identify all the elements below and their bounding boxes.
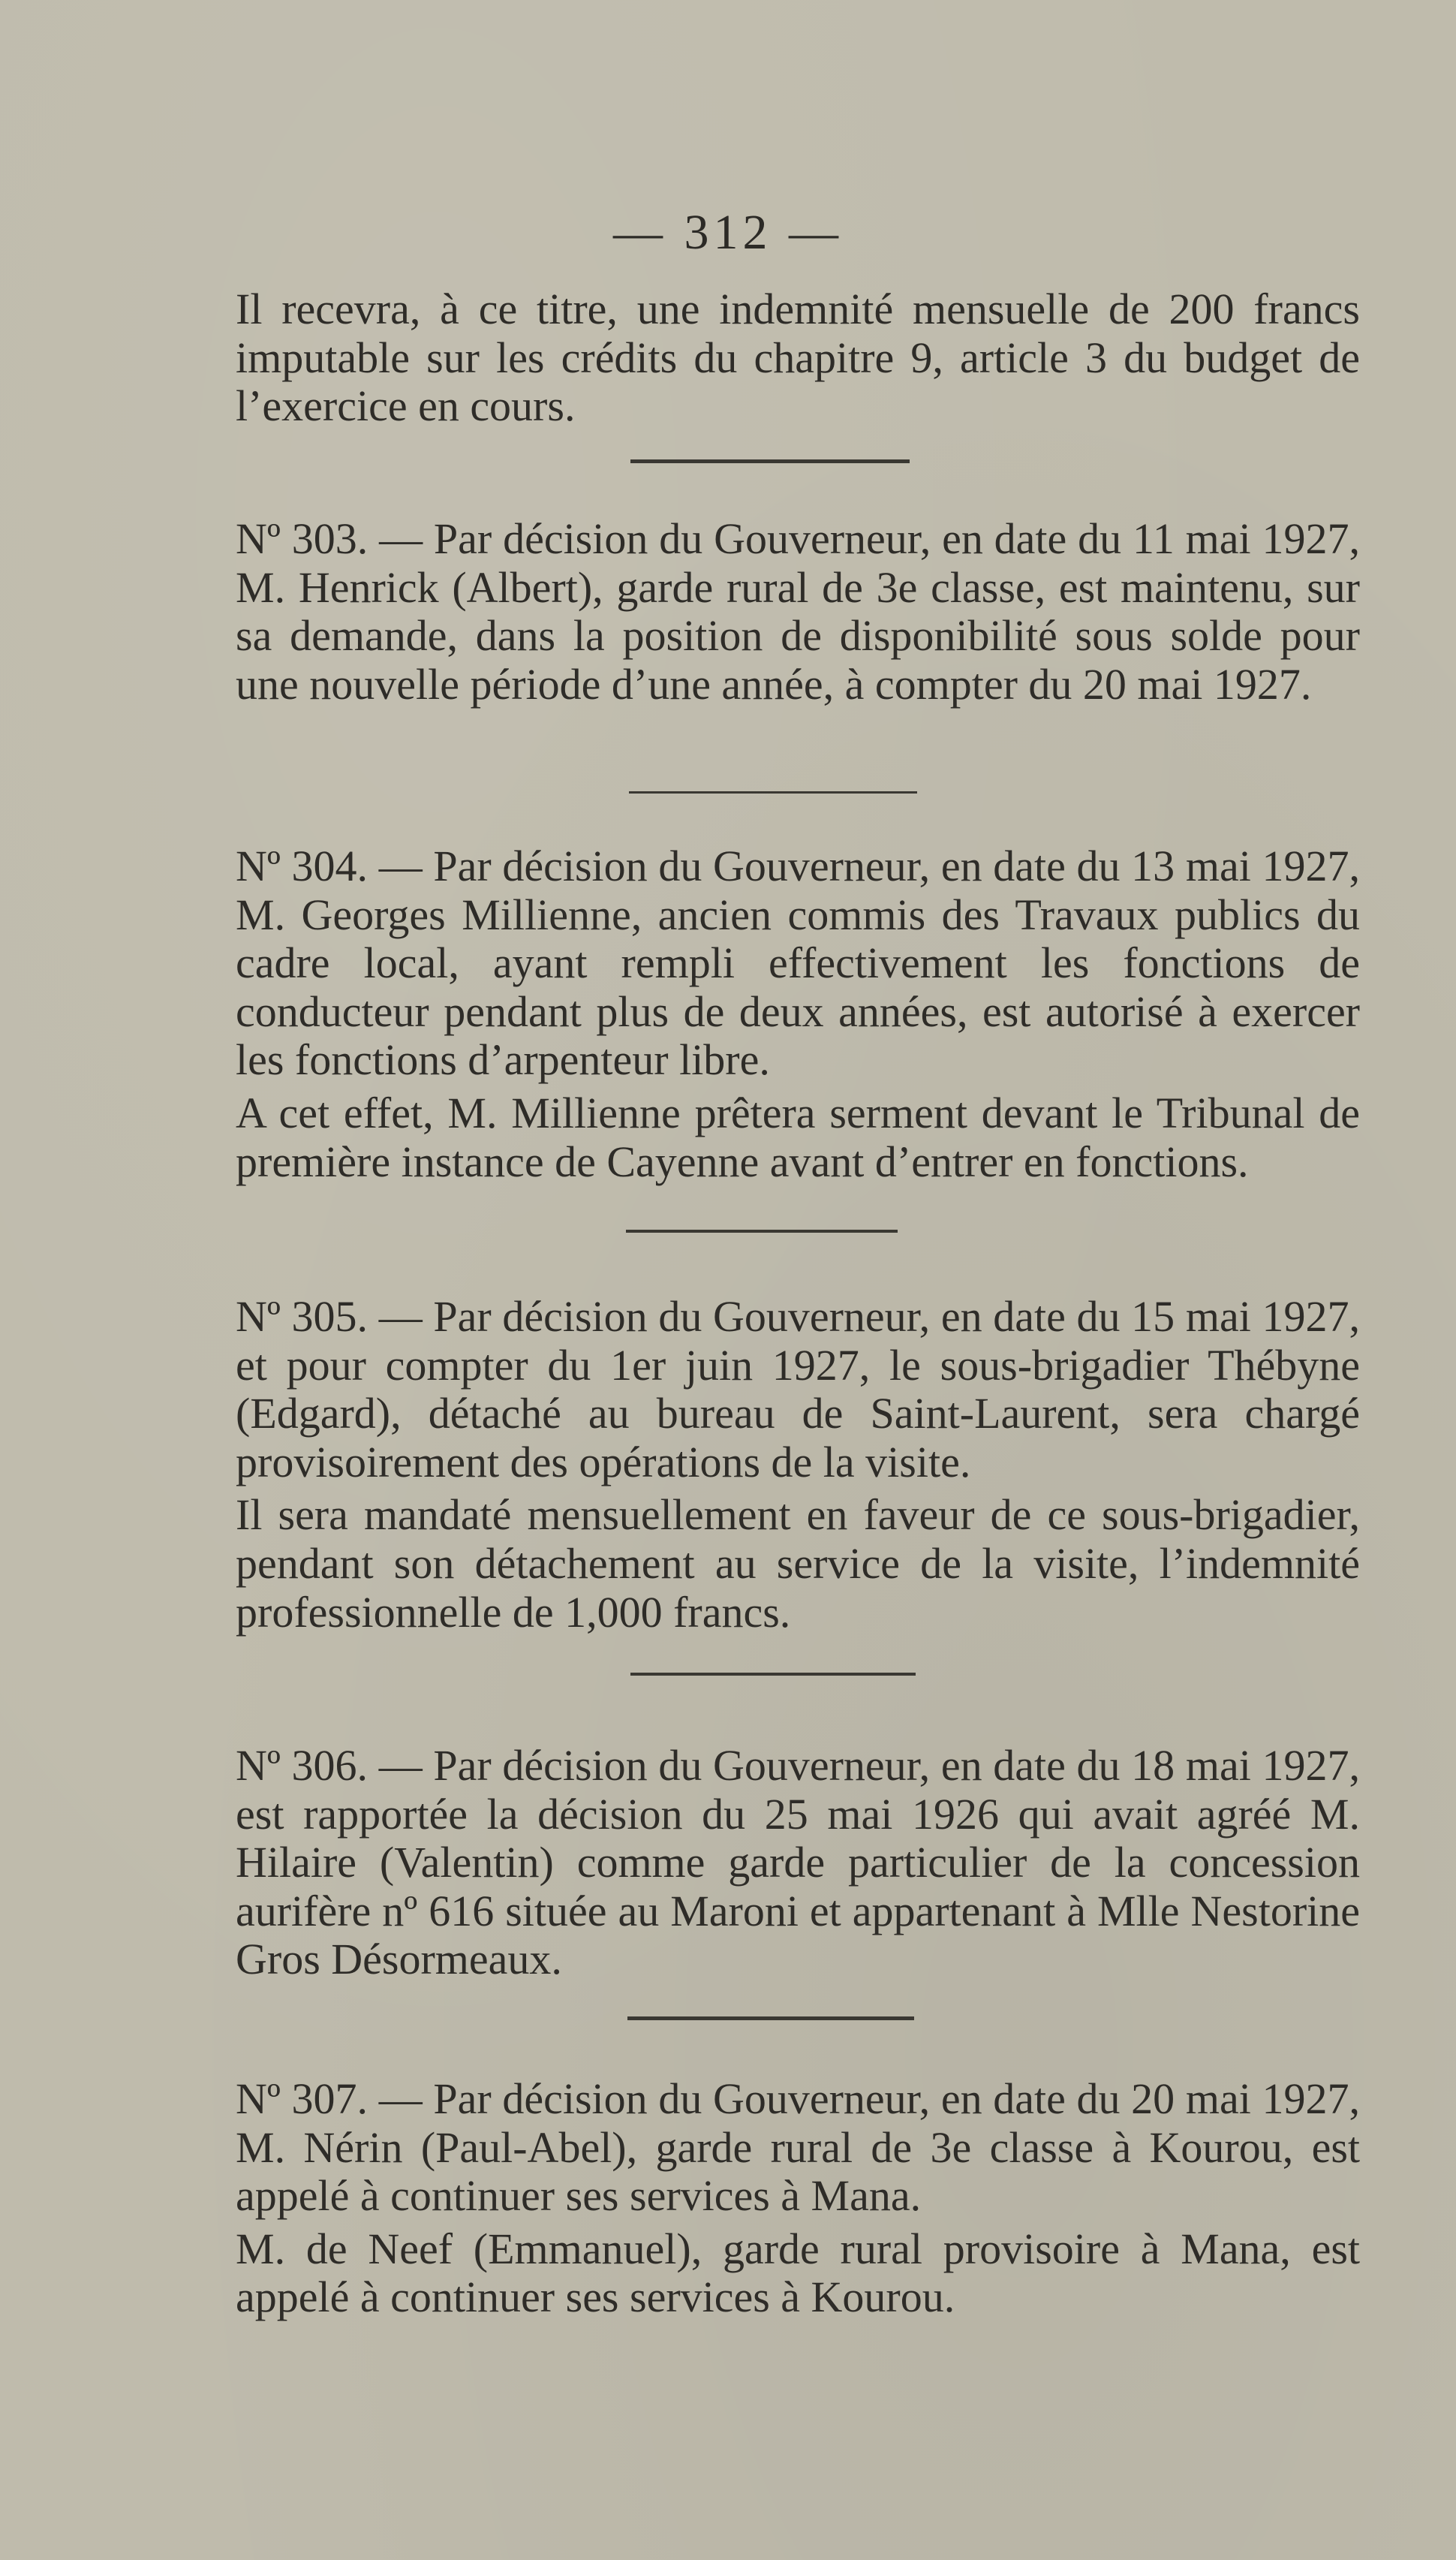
paragraph-text: Nº 305. — Par décision du Gouverneur, en date du 15 mai 1927, et pour compter du 1er juin 1927, le sous-brigadier Thébyne (Edgard), détaché au bureau de Saint-Laurent, sera chargé provisoirement des opérations de la visite.	[236, 1292, 1360, 1486]
decision-303	[236, 515, 1360, 709]
page-number: — 312 —	[613, 205, 843, 260]
decision-307	[236, 2075, 1360, 2322]
section-divider	[626, 1230, 898, 1233]
decision-305	[236, 1293, 1360, 1637]
section-divider	[629, 791, 917, 794]
paragraph-text: Nº 307. — Par décision du Gouverneur, en date du 20 mai 1927, M. Nérin (Paul-Abel), garde rural de 3e classe à Kourou, est appelé à continuer ses services à Mana.	[236, 2074, 1360, 2221]
ornamental-divider	[627, 2016, 914, 2020]
decision-304	[236, 842, 1360, 1186]
section-divider	[630, 1673, 916, 1676]
paragraph-text: M. de Neef (Emmanuel), garde rural provisoire à Mana, est appelé à continuer ses services à Kourou.	[236, 2224, 1360, 2322]
paragraph-text: A cet effet, M. Millienne prêtera serment devant le Tribunal de première instance de Cayenne avant d’entrer en fonctions.	[236, 1088, 1360, 1186]
paragraph-text: Il recevra, à ce titre, une indemnité mensuelle de 200 francs imputable sur les crédits du chapitre 9, article 3 du budget de l’exercice en cours.	[236, 285, 1360, 431]
ornamental-divider	[630, 459, 910, 463]
paragraph-text: Nº 304. — Par décision du Gouverneur, en date du 13 mai 1927, M. Georges Millienne, ancien commis des Travaux publics du cadre local, ayant rempli effectivement les fonctions de conducteur pendant plus de deux années, est autorisé à exercer les fonctions d’arpenteur libre.	[236, 842, 1360, 1085]
paragraph-text: Nº 303. — Par décision du Gouverneur, en date du 11 mai 1927, M. Henrick (Albert), garde rural de 3e classe, est maintenu, sur sa demande, dans la position de disponibilité sous solde pour une nouvelle période d’une année, à compter du 20 mai 1927.	[236, 514, 1360, 709]
decision-306	[236, 1742, 1360, 1984]
intro-paragraph	[236, 285, 1360, 431]
paragraph-text: Il sera mandaté mensuellement en faveur de ce sous-brigadier, pendant son détachement au service de la visite, l’indemnité professionnelle de 1,000 francs.	[236, 1490, 1360, 1637]
paragraph-text: Nº 306. — Par décision du Gouverneur, en date du 18 mai 1927, est rapportée la décision du 25 mai 1926 qui avait agréé M. Hilaire (Valentin) comme garde particulier de la concession aurifère nº 616 située au Maroni et appartenant à Mlle Nestorine Gros Désormeaux.	[236, 1741, 1360, 1984]
